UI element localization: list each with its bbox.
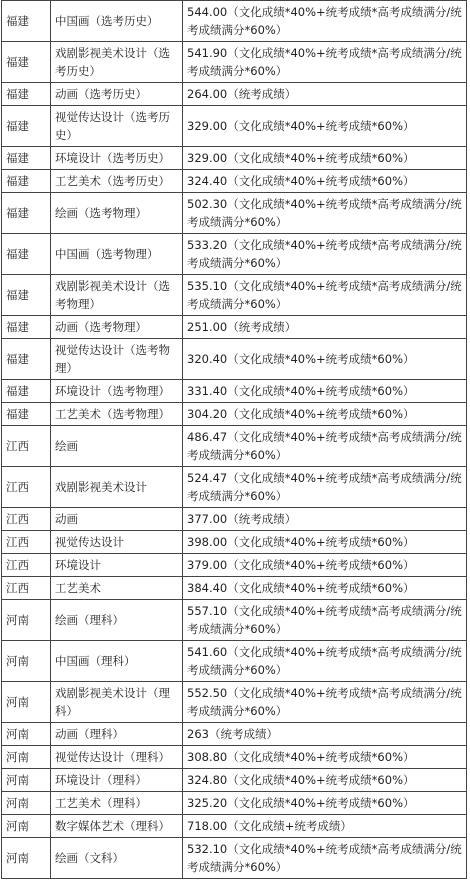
province-cell: 河南 <box>2 746 51 769</box>
major-cell: 工艺美术 <box>51 577 183 600</box>
province-cell: 江西 <box>2 531 51 554</box>
province-cell: 江西 <box>2 508 51 531</box>
major-cell: 视觉传达设计 <box>51 531 183 554</box>
major-cell: 动画（选考物理） <box>51 316 183 339</box>
table-row <box>2 838 467 879</box>
table-row <box>2 682 467 723</box>
table-row <box>2 723 467 746</box>
province-cell: 福建 <box>2 403 51 426</box>
province-cell: 福建 <box>2 1 51 42</box>
table-row <box>2 531 467 554</box>
score-formula-cell: 324.80（文化成绩*40%+统考成绩*60%） <box>183 769 467 792</box>
province-cell: 河南 <box>2 838 51 879</box>
table-row <box>2 600 467 641</box>
table-row <box>2 1 467 42</box>
score-formula-cell: 532.10（文化成绩*40%+统考成绩*高考成绩满分/统考成绩满分*60%） <box>183 838 467 879</box>
province-cell: 河南 <box>2 723 51 746</box>
major-cell: 动画（理科） <box>51 723 183 746</box>
table-row <box>2 577 467 600</box>
major-cell: 视觉传达设计（选考历史） <box>51 106 183 147</box>
score-formula-cell: 329.00（文化成绩*40%+统考成绩*60%） <box>183 106 467 147</box>
major-cell: 动画 <box>51 508 183 531</box>
score-formula-cell: 264.00（统考成绩） <box>183 83 467 106</box>
province-cell: 河南 <box>2 792 51 815</box>
major-cell: 中国画（理科） <box>51 641 183 682</box>
table-row <box>2 554 467 577</box>
score-formula-cell: 263（统考成绩） <box>183 723 467 746</box>
major-cell: 数字媒体艺术（理科） <box>51 815 183 838</box>
province-cell: 江西 <box>2 577 51 600</box>
major-cell: 环境设计（选考物理） <box>51 380 183 403</box>
score-formula-cell: 379.00（文化成绩*40%+统考成绩*60%） <box>183 554 467 577</box>
province-cell: 福建 <box>2 234 51 275</box>
table-row <box>2 170 467 193</box>
score-formula-cell: 557.10（文化成绩*40%+统考成绩*高考成绩满分/统考成绩满分*60%） <box>183 600 467 641</box>
table-row <box>2 403 467 426</box>
province-cell: 江西 <box>2 467 51 508</box>
table-row <box>2 641 467 682</box>
province-cell: 江西 <box>2 554 51 577</box>
table-row <box>2 316 467 339</box>
score-formula-cell: 377.00（统考成绩） <box>183 508 467 531</box>
score-formula-cell: 331.40（文化成绩*40%+统考成绩*60%） <box>183 380 467 403</box>
table-row <box>2 42 467 83</box>
province-cell: 福建 <box>2 339 51 380</box>
major-cell: 戏剧影视美术设计（选考物理） <box>51 275 183 316</box>
score-formula-cell: 541.90（文化成绩*40%+统考成绩*高考成绩满分/统考成绩满分*60%） <box>183 42 467 83</box>
major-cell: 环境设计 <box>51 554 183 577</box>
admission-score-table <box>1 0 467 879</box>
province-cell: 福建 <box>2 83 51 106</box>
score-formula-cell: 324.40（文化成绩*40%+统考成绩*60%） <box>183 170 467 193</box>
table-row <box>2 275 467 316</box>
major-cell: 环境设计（理科） <box>51 769 183 792</box>
province-cell: 福建 <box>2 170 51 193</box>
province-cell: 福建 <box>2 316 51 339</box>
score-formula-cell: 325.20（文化成绩*40%+统考成绩*60%） <box>183 792 467 815</box>
score-formula-cell: 320.40（文化成绩*40%+统考成绩*60%） <box>183 339 467 380</box>
major-cell: 环境设计（选考历史） <box>51 147 183 170</box>
province-cell: 福建 <box>2 42 51 83</box>
score-formula-cell: 502.30（文化成绩*40%+统考成绩*高考成绩满分/统考成绩满分*60%） <box>183 193 467 234</box>
score-formula-cell: 308.80（文化成绩*40%+统考成绩*60%） <box>183 746 467 769</box>
score-formula-cell: 524.47（文化成绩*40%+统考成绩*高考成绩满分/统考成绩满分*60%） <box>183 467 467 508</box>
province-cell: 福建 <box>2 147 51 170</box>
major-cell: 中国画（选考物理） <box>51 234 183 275</box>
table-row <box>2 380 467 403</box>
province-cell: 福建 <box>2 193 51 234</box>
province-cell: 福建 <box>2 106 51 147</box>
major-cell: 绘画 <box>51 426 183 467</box>
major-cell: 动画（选考历史） <box>51 83 183 106</box>
province-cell: 河南 <box>2 641 51 682</box>
province-cell: 河南 <box>2 769 51 792</box>
score-formula-cell: 329.00（文化成绩*40%+统考成绩*60%） <box>183 147 467 170</box>
province-cell: 河南 <box>2 682 51 723</box>
major-cell: 戏剧影视美术设计（选考历史） <box>51 42 183 83</box>
score-formula-cell: 384.40（文化成绩*40%+统考成绩*60%） <box>183 577 467 600</box>
score-formula-cell: 398.00（文化成绩*40%+统考成绩*60%） <box>183 531 467 554</box>
table-row <box>2 234 467 275</box>
score-formula-cell: 304.20（文化成绩*40%+统考成绩*60%） <box>183 403 467 426</box>
table-row <box>2 508 467 531</box>
major-cell: 戏剧影视美术设计 <box>51 467 183 508</box>
province-cell: 福建 <box>2 275 51 316</box>
table-row <box>2 769 467 792</box>
table-row <box>2 815 467 838</box>
table-row <box>2 792 467 815</box>
score-formula-cell: 541.60（文化成绩*40%+统考成绩*高考成绩满分/统考成绩满分*60%） <box>183 641 467 682</box>
major-cell: 视觉传达设计（理科） <box>51 746 183 769</box>
major-cell: 绘画（理科） <box>51 600 183 641</box>
table-row <box>2 746 467 769</box>
score-formula-cell: 552.50（文化成绩*40%+统考成绩*高考成绩满分/统考成绩满分*60%） <box>183 682 467 723</box>
score-table-body <box>2 1 467 879</box>
major-cell: 中国画（选考历史） <box>51 1 183 42</box>
major-cell: 工艺美术（选考历史） <box>51 170 183 193</box>
major-cell: 绘画（选考物理） <box>51 193 183 234</box>
table-row <box>2 426 467 467</box>
table-row <box>2 193 467 234</box>
score-formula-cell: 718.00（文化成绩+统考成绩） <box>183 815 467 838</box>
score-formula-cell: 486.47（文化成绩*40%+统考成绩*高考成绩满分/统考成绩满分*60%） <box>183 426 467 467</box>
score-formula-cell: 535.10（文化成绩*40%+统考成绩*高考成绩满分/统考成绩满分*60%） <box>183 275 467 316</box>
major-cell: 工艺美术（选考物理） <box>51 403 183 426</box>
province-cell: 江西 <box>2 426 51 467</box>
table-row <box>2 106 467 147</box>
table-row <box>2 339 467 380</box>
major-cell: 戏剧影视美术设计（理科） <box>51 682 183 723</box>
province-cell: 河南 <box>2 600 51 641</box>
table-row <box>2 467 467 508</box>
major-cell: 绘画（文科） <box>51 838 183 879</box>
score-formula-cell: 251.00（统考成绩） <box>183 316 467 339</box>
province-cell: 福建 <box>2 380 51 403</box>
major-cell: 工艺美术（理科） <box>51 792 183 815</box>
score-formula-cell: 533.20（文化成绩*40%+统考成绩*高考成绩满分/统考成绩满分*60%） <box>183 234 467 275</box>
table-row <box>2 83 467 106</box>
table-row <box>2 147 467 170</box>
major-cell: 视觉传达设计（选考物理） <box>51 339 183 380</box>
score-formula-cell: 544.00（文化成绩*40%+统考成绩*高考成绩满分/统考成绩满分*60%） <box>183 1 467 42</box>
province-cell: 河南 <box>2 815 51 838</box>
